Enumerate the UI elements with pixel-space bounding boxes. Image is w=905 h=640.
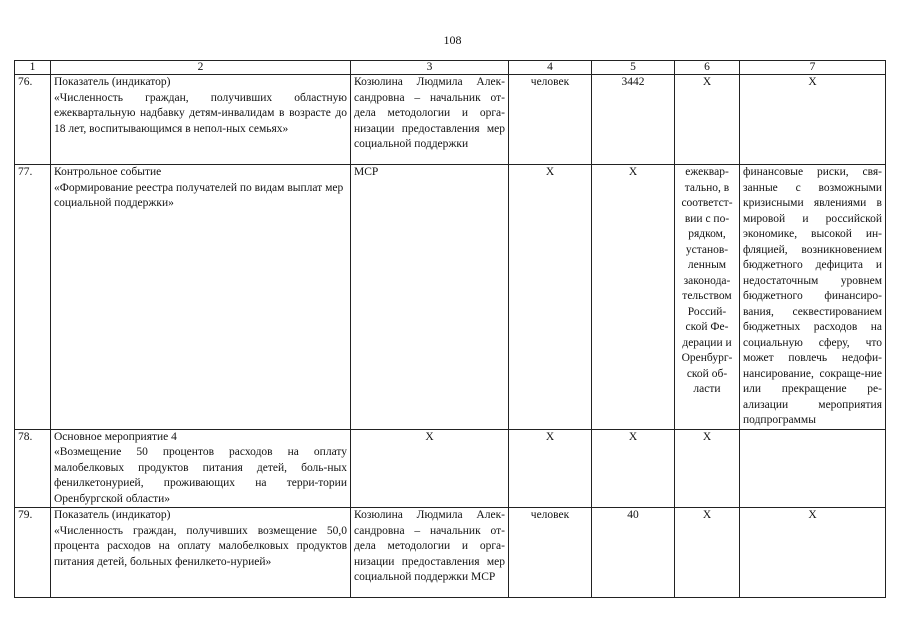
indicator-cell (51, 508, 351, 598)
header-cell: 5 (592, 61, 675, 75)
row-number: 78. (15, 429, 51, 508)
risk-cell (740, 429, 886, 508)
header-cell: 1 (15, 61, 51, 75)
deadline-cell: Х (675, 429, 740, 508)
indicator-cell (51, 75, 351, 165)
unit-cell: Х (509, 429, 592, 508)
row-number: 76. (15, 75, 51, 165)
unit-cell: Х (509, 165, 592, 430)
indicator-title: Показатель (индикатор) (54, 509, 171, 521)
responsible-cell: МСР (351, 165, 509, 430)
responsible-cell: Козюлина Людмила Алек-сандровна – начальник от-дела методологии и орга-низации предоставления мер социальной поддержки МСР (351, 508, 509, 598)
indicator-cell (51, 165, 351, 430)
value-cell: 3442 (592, 75, 675, 165)
deadline-cell: ежеквар-тально, в соответст-вии с по-рядком, установ-ленным законода-тельством Россий-ской Фе-дерации и Оренбург-ской об-ласти (675, 165, 740, 430)
header-cell: 2 (51, 61, 351, 75)
value-cell: Х (592, 165, 675, 430)
unit-cell: человек (509, 75, 592, 165)
value-cell: 40 (592, 508, 675, 598)
unit-cell: человек (509, 508, 592, 598)
page-number: 108 (443, 33, 462, 47)
responsible-cell: Х (351, 429, 509, 508)
indicator-cell (51, 429, 351, 508)
header-cell: 6 (675, 61, 740, 75)
row-number: 77. (15, 165, 51, 430)
risk-cell: Х (740, 75, 886, 165)
table-row (15, 429, 886, 508)
responsible-cell: Козюлина Людмила Алек-сандровна – начальник от-дела методологии и орга-низации предоставления мер социальной поддержки (351, 75, 509, 165)
indicator-description: «Численность граждан, получивших возмещение 50,0 процента расходов на оплату малобелковых продуктов питания детей, больных фенилкето-нурией» (54, 524, 347, 568)
indicator-description: «Возмещение 50 процентов расходов на оплату малобелковых продуктов питания детей, боль-ных фенилкетонурией, проживающих на терри-тории Оренбургской области» (54, 446, 347, 505)
deadline-cell: Х (675, 75, 740, 165)
header-cell: 3 (351, 61, 509, 75)
measures-table (14, 60, 886, 598)
table-row (15, 75, 886, 165)
indicator-title: Контрольное событие (54, 166, 162, 178)
indicator-description: «Численность граждан, получивших областную ежеквартальную надбавку детям-инвалидам в возрасте до 18 лет, воспитывающимся в непол-ных семьях» (54, 91, 347, 135)
risk-cell: Х (740, 508, 886, 598)
table-header-row (15, 61, 886, 75)
indicator-description: «Формирование реестра получателей по видам выплат мер социальной поддержки» (54, 181, 344, 209)
table-row (15, 508, 886, 598)
indicator-title: Основное мероприятие 4 (54, 430, 177, 443)
table-row (15, 165, 886, 430)
value-cell: Х (592, 429, 675, 508)
deadline-cell: Х (675, 508, 740, 598)
header-cell: 7 (740, 61, 886, 75)
indicator-title: Показатель (индикатор) (54, 76, 171, 88)
header-cell: 4 (509, 61, 592, 75)
row-number: 79. (15, 508, 51, 598)
risk-cell: финансовые риски, свя-занные с возможными кризисными явлениями в мировой и российской экономике, высокой ин-фляцией, возникновением бюджетного дефицита и недостаточным уровнем бюджетного финансиро-вания, секвестированием бюджетных расходов на социальную сферу, что может повлечь недофи-нансирование, сокраще-ние или прекращение ре-ализации мероприятия подпрограммы (740, 165, 886, 430)
